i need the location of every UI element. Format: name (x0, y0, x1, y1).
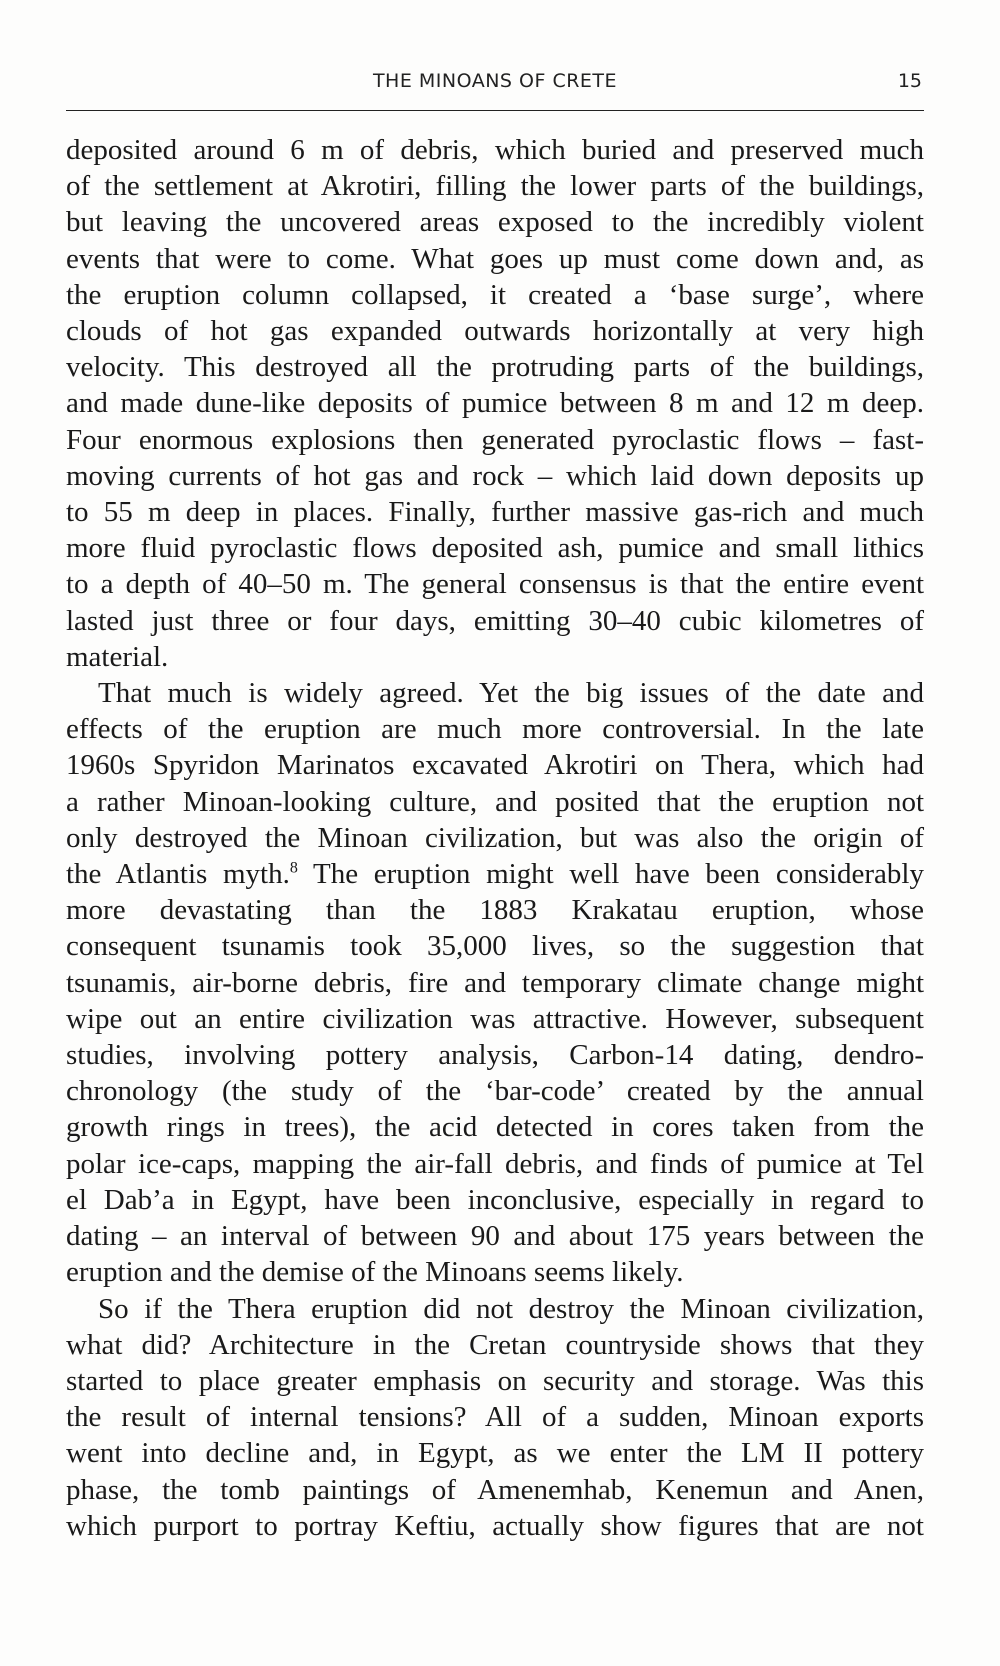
chapter-title: THE MINOANS OF CRETE (372, 70, 618, 92)
paragraph-2 (66, 675, 924, 1290)
body-text (66, 132, 924, 1544)
text-line: what did? Architecture in the Cretan countryside shows that they (66, 1328, 924, 1361)
text-line: That much is widely agreed. Yet the big issues of the date and (98, 677, 924, 710)
text-line: lasted just three or four days, emitting 30–40 cubic kilometres of (66, 604, 924, 637)
text-line-with-footnote (66, 856, 924, 892)
text-line: of the settlement at Akrotiri, filling the lower parts of the buildings, (66, 170, 924, 203)
text-line: wipe out an entire civilization was attractive. However, subsequent (66, 1002, 924, 1035)
text-line: the eruption column collapsed, it created a ‘base surge’, where (66, 278, 924, 311)
text-line: growth rings in trees), the acid detected in cores taken from the (66, 1111, 924, 1144)
text-line: So if the Thera eruption did not destroy the Minoan civilization, (98, 1292, 924, 1325)
text-line: Four enormous explosions then generated pyroclastic flows – fast- (66, 423, 924, 456)
text-line: started to place greater emphasis on security and storage. Was this (66, 1364, 924, 1397)
text-line: went into decline and, in Egypt, as we enter the LM II pottery (66, 1437, 924, 1470)
text-line: effects of the eruption are much more controversial. In the late (66, 713, 924, 746)
text-line: only destroyed the Minoan civilization, but was also the origin of (66, 821, 924, 854)
footnote-marker[interactable]: 8 (289, 859, 298, 877)
text-line: phase, the tomb paintings of Amenemhab, Kenemun and Anen, (66, 1473, 924, 1506)
text-line: consequent tsunamis took 35,000 lives, so the suggestion that (66, 930, 924, 963)
text-line: moving currents of hot gas and rock – which laid down deposits up (66, 459, 924, 492)
text-line: el Dab’a in Egypt, have been inconclusive, especially in regard to (66, 1183, 924, 1216)
text-line: to a depth of 40–50 m. The general consensus is that the entire event (66, 568, 924, 601)
text-line: a rather Minoan-looking culture, and posited that the eruption not (66, 785, 924, 818)
text-segment: The eruption might well have been considerably (297, 858, 924, 891)
text-line: and made dune-like deposits of pumice between 8 m and 12 m deep. (66, 387, 924, 420)
text-line: events that were to come. What goes up must come down and, as (66, 242, 924, 275)
text-line: which purport to portray Keftiu, actually show figures that are not (66, 1509, 924, 1542)
text-line: to 55 m deep in places. Finally, further massive gas-rich and much (66, 496, 924, 529)
text-line: but leaving the uncovered areas exposed to the incredibly violent (66, 206, 924, 239)
text-line: clouds of hot gas expanded outwards horizontally at very high (66, 315, 924, 348)
text-line: deposited around 6 m of debris, which buried and preserved much (66, 134, 924, 166)
text-line: the result of internal tensions? All of a sudden, Minoan exports (66, 1401, 924, 1434)
text-line: tsunamis, air-borne debris, fire and temporary climate change might (66, 966, 924, 999)
text-line: dating – an interval of between 90 and about 175 years between the (66, 1220, 924, 1253)
text-line: 1960s Spyridon Marinatos excavated Akrotiri on Thera, which had (66, 749, 924, 782)
page-number: 15 (897, 70, 922, 92)
text-line: more fluid pyroclastic flows deposited ash, pumice and small lithics (66, 532, 924, 565)
text-segment: the Atlantis myth. (66, 858, 290, 891)
text-line: velocity. This destroyed all the protruding parts of the buildings, (66, 351, 924, 384)
text-line: polar ice-caps, mapping the air-fall debris, and finds of pumice at Tel (66, 1147, 924, 1180)
paragraph-3 (66, 1291, 924, 1544)
text-line: chronology (the study of the ‘bar-code’ created by the annual (66, 1075, 924, 1108)
text-line: studies, involving pottery analysis, Carbon-14 dating, dendro- (66, 1039, 924, 1072)
text-line: more devastating than the 1883 Krakatau eruption, whose (66, 894, 924, 927)
paragraph-1 (66, 132, 924, 675)
running-head (66, 70, 924, 111)
text-line: eruption and the demise of the Minoans seems likely. (66, 1256, 684, 1289)
text-line: material. (66, 640, 169, 673)
